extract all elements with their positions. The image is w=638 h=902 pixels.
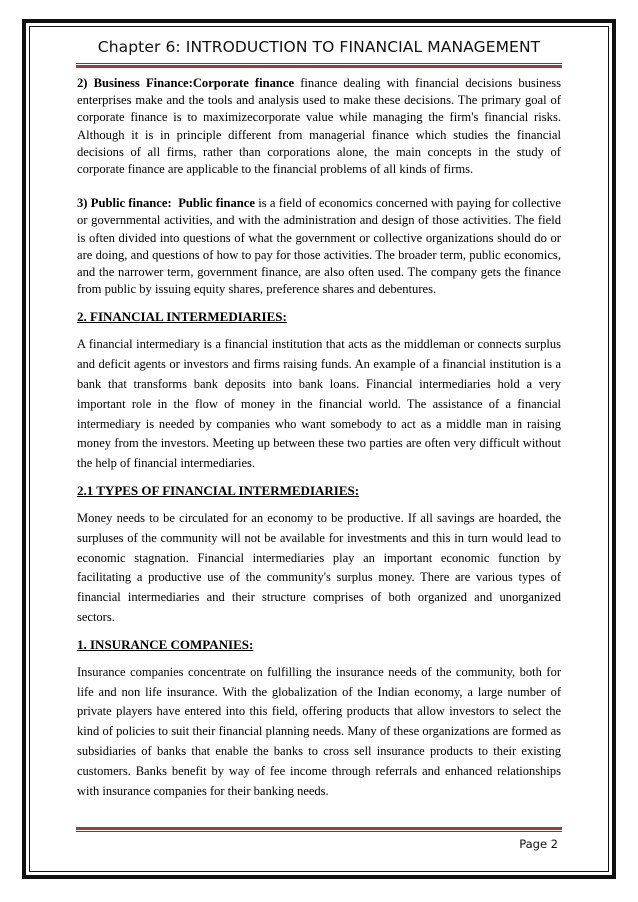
business-finance-term: Corporate finance: [192, 76, 295, 90]
business-finance-text: finance dealing with financial decisions business enterprises make and the tools and analysis used to make these decisions. The primary goal of corporate finance is to maximizecorporate value while managing the firm's financial risks. Although it is in principle different from managerial finance which studies the financial decisions of all firms, rather than corporations alone, the main concepts in the study of corporate finance are applicable to the financial problems of all kinds of firms.: [77, 76, 561, 177]
header-rule: [76, 63, 562, 64]
header-rule-thick: [76, 65, 562, 68]
insurance-heading: 1. INSURANCE COMPANIES:: [77, 636, 254, 652]
document-body: [77, 74, 561, 801]
financial-intermediaries-paragraph: A financial intermediary is a financial institution that acts as the middleman or connects surplus and deficit agents or investors and firms raising funds. An example of a financial institution is a bank that transforms bank deposits into bank loans. Financial intermediaries hold a very important role in the flow of money in the financial world. The assistance of a financial intermediary is needed by companies who want somebody to act as a middle man in raising money from the investors. Meeting up between these two parties are often very difficult without the help of financial intermediaries.: [77, 337, 561, 471]
types-heading: 2.1 TYPES OF FINANCIAL INTERMEDIARIES:: [77, 483, 360, 499]
business-finance-label: 2) Business Finance:: [77, 76, 193, 90]
page-header-title: Chapter 6: INTRODUCTION TO FINANCIAL MANAGEMENT: [97, 38, 541, 56]
public-finance-paragraph: [77, 195, 561, 298]
page-number: Page 2: [519, 837, 558, 851]
types-paragraph: Money needs to be circulated for an economy to be productive. If all savings are hoarded, the surpluses of the community will not be available for investments and this in turn would lead to economic stagnation. Financial intermediaries play an important economic function by facilitating a productive use of the community's surplus money. There are various types of financial intermediaries and their structure comprises of both organized and unorganized sectors.: [77, 511, 561, 624]
financial-intermediaries-heading: 2. FINANCIAL INTERMEDIARIES:: [77, 309, 287, 325]
public-finance-text: is a field of economics concerned with paying for collective or governmental activities, and with the administration and design of those activities. The field is often divided into questions of what the government or collective organizations should do or are doing, and questions of how to pay for those activities. The broader term, public economics, and the narrower term, government finance, are also often used. The company gets the finance from public by issuing equity shares, preference shares and debentures.: [77, 196, 562, 297]
public-finance-label: 3) Public finance:: [77, 196, 172, 211]
business-finance-paragraph: [77, 75, 561, 178]
public-finance-term: Public finance: [178, 196, 255, 211]
insurance-paragraph: Insurance companies concentrate on fulfilling the insurance needs of the community, both for life and non life insurance. With the globalization of the Indian economy, a large number of private players have entered into this field, offering products that allow investors to select the kind of policies to suit their financial planning needs. Many of these organizations are formed as subsidiaries of banks that enable the banks to cross sell insurance products to their existing customers. Banks benefit by way of fee income through referrals and enhanced relationships with insurance companies for their banking needs.: [77, 664, 561, 798]
footer-rule: [76, 831, 562, 832]
footer-rule-thick: [76, 827, 562, 830]
